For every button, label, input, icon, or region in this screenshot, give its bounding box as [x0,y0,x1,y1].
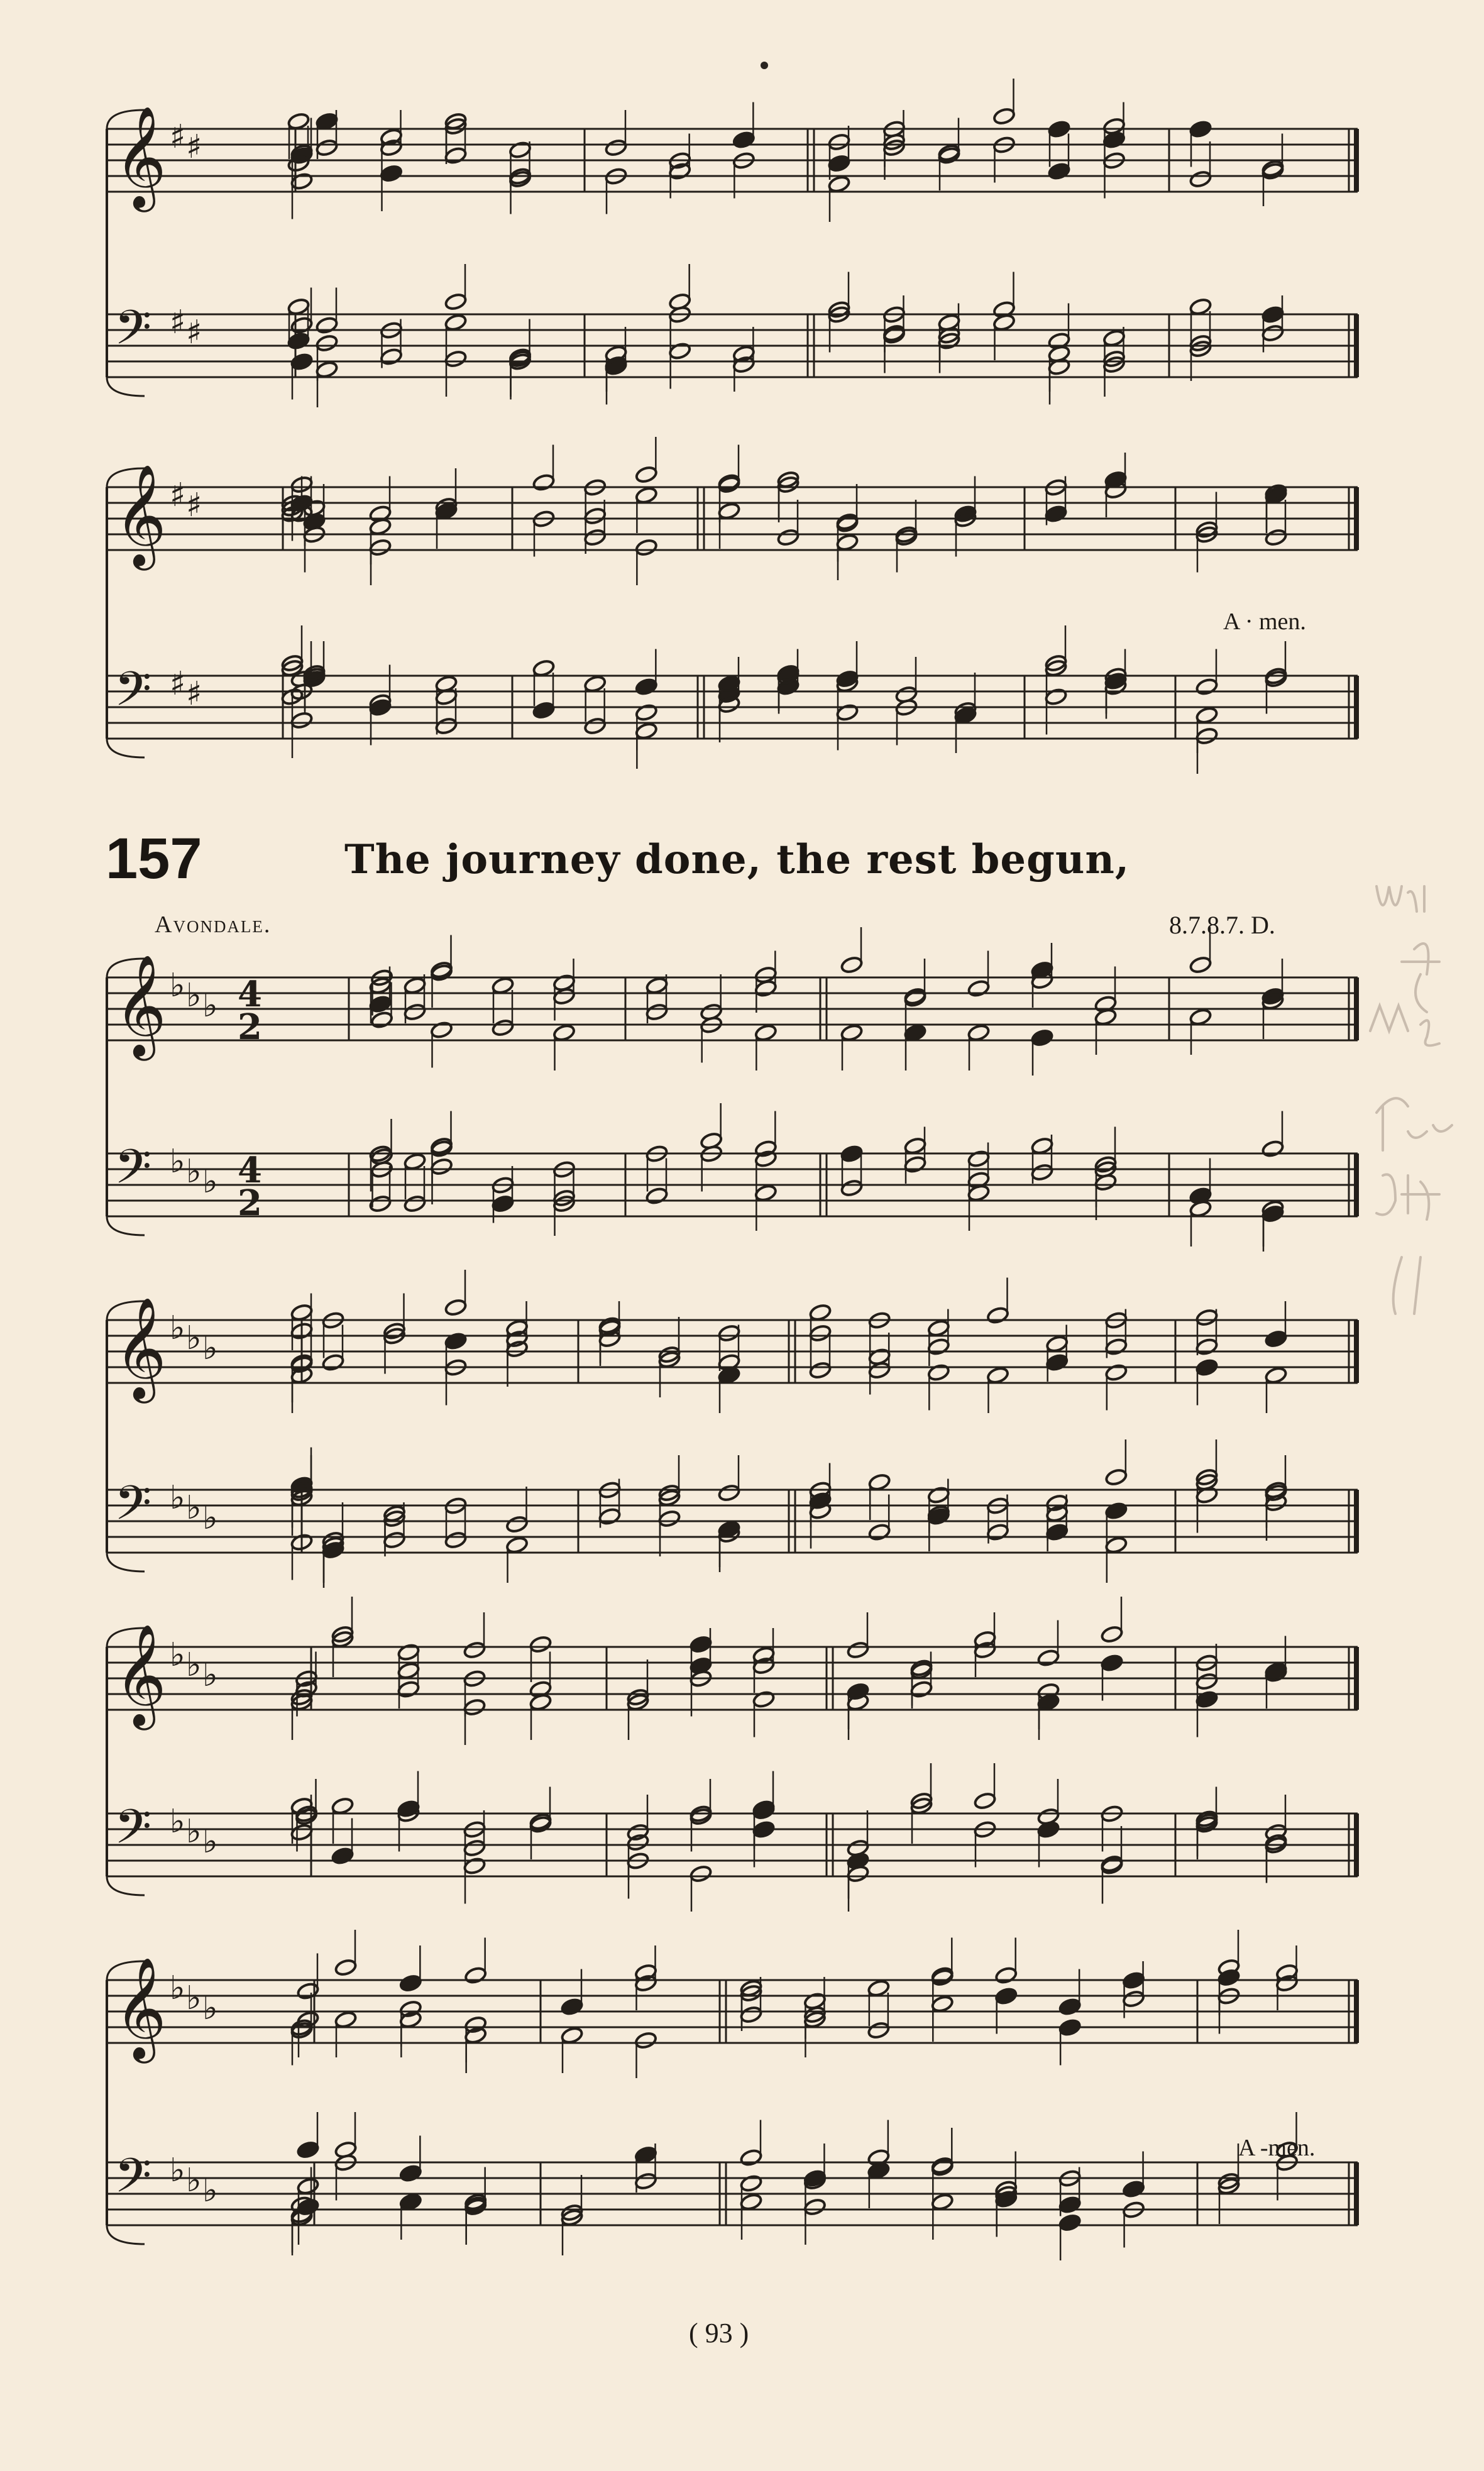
notehead [718,1324,741,1343]
treble-clef-icon: 𝄞 [114,464,167,566]
time-signature: 4 [238,1150,262,1191]
notehead [492,976,515,995]
notehead [634,2031,657,2050]
notehead [1104,1502,1128,1521]
flat-icon: ♭ [202,987,218,1025]
notehead [754,1023,778,1042]
notehead [690,1635,713,1654]
notehead [910,1680,933,1699]
notehead [297,2010,320,2029]
notehead [316,112,339,131]
notehead [1265,528,1288,547]
flat-icon: ♭ [186,1153,202,1191]
notehead [992,107,1016,126]
notehead [828,154,851,173]
notehead [836,703,859,722]
notehead [740,2005,763,2024]
notehead [1195,1690,1219,1709]
notehead [561,2026,584,2045]
notehead [931,2193,954,2211]
notehead [1189,120,1212,139]
flat-icon: ♭ [170,1636,185,1674]
notehead [974,1791,997,1810]
notehead [904,1136,927,1155]
time-signature: 2 [238,1006,262,1048]
notehead [803,2198,827,2216]
notehead [369,538,392,557]
notehead [290,172,314,191]
notehead [1104,1536,1128,1555]
notehead [1058,2196,1082,2215]
hymn-number: 157 [106,827,202,891]
notehead [904,1155,927,1174]
notehead [290,1823,314,1842]
notehead [290,353,314,371]
amen-label-first: A · men. [1223,608,1306,635]
notehead [1195,1338,1219,1357]
notehead [1195,1308,1219,1327]
notehead [836,533,859,552]
notehead [1265,1366,1288,1385]
notehead [1122,2180,1145,2199]
sharp-icon: ♯ [170,476,186,514]
notehead [967,979,991,998]
notehead [1045,1353,1069,1372]
notehead [399,1974,422,1993]
notehead [444,1298,468,1317]
notehead [463,1641,486,1659]
notehead [1058,2213,1082,2232]
notehead [1195,727,1219,746]
flat-icon: ♭ [170,1143,185,1180]
notehead [1048,162,1071,181]
bracket-hook [107,377,145,396]
notehead [316,360,339,379]
notehead [986,1306,1009,1325]
bracket-hook [107,1553,145,1571]
notehead [532,701,556,720]
notehead [828,175,851,194]
notehead [444,146,468,165]
bass-clef-icon: 𝄢 [114,300,152,367]
flat-icon: ♭ [170,1309,185,1347]
notehead [552,1023,576,1042]
flat-icon: ♭ [170,1969,185,2007]
notehead [927,1363,950,1382]
notehead [331,1847,355,1866]
notehead [828,133,851,151]
notehead [297,2177,320,2196]
notehead [297,2198,320,2216]
flat-icon: ♭ [202,1163,218,1201]
flat-icon: ♭ [186,1489,202,1527]
treble-clef-icon: 𝄞 [114,954,167,1057]
notehead [399,2164,422,2183]
notehead [1189,297,1212,316]
notehead [444,292,468,311]
flat-icon: ♭ [186,1646,202,1684]
notehead [380,164,403,183]
notehead [316,334,339,353]
notehead [1189,1008,1212,1026]
notehead [492,1018,515,1037]
notehead [668,342,691,361]
amen-label-second: A -men. [1238,2135,1316,2161]
notehead [803,1992,827,2011]
notehead [1189,170,1212,189]
flat-icon: ♭ [170,1479,185,1517]
notehead [1195,1358,1219,1377]
notehead [290,316,314,335]
treble-clef-icon: 𝄞 [114,106,167,208]
notehead [370,1011,393,1030]
notehead [397,1680,420,1699]
notehead [777,528,800,547]
flat-icon: ♭ [202,1656,218,1694]
notehead [399,2193,422,2211]
notehead [904,989,927,1008]
flat-icon: ♭ [170,967,185,1004]
notehead [927,1319,950,1338]
treble-clef-icon: 𝄞 [114,1624,167,1726]
notehead [316,316,339,335]
notehead [1101,1625,1124,1644]
notehead [840,1023,864,1042]
bracket-hook [107,1216,145,1235]
notehead [1058,1998,1082,2017]
notehead [635,703,658,722]
notehead [718,502,741,520]
notehead [1195,706,1219,725]
notehead [430,1021,453,1040]
notehead [290,1303,314,1322]
notehead [1031,1163,1054,1182]
notehead [904,1023,927,1042]
notehead [1031,1028,1054,1047]
treble-clef-icon: 𝄞 [114,1957,167,2059]
notehead [809,1361,832,1380]
notehead [532,659,556,678]
notehead [836,515,859,534]
notehead [287,112,311,131]
notehead [867,1979,890,1998]
sharp-icon: ♯ [186,675,202,713]
notehead [583,717,607,735]
notehead [1189,955,1212,974]
flat-icon: ♭ [186,1979,202,2017]
notehead [583,674,607,693]
notehead [809,1324,832,1343]
notehead [1101,1857,1124,1876]
notehead [1265,1329,1288,1348]
notehead [931,1995,954,2013]
notehead [931,1968,954,1987]
notehead [1045,505,1068,524]
notehead [297,1982,320,2001]
notehead [634,2172,657,2191]
notehead [635,538,658,557]
notehead [552,974,576,993]
notehead [868,1348,891,1367]
notehead [444,349,468,368]
notehead [754,966,778,984]
notehead [444,1531,468,1549]
bracket-hook [107,1876,145,1895]
flat-icon: ♭ [186,977,202,1015]
notehead [404,1152,427,1171]
notehead [532,473,556,492]
flat-icon: ♭ [202,2172,218,2210]
notehead [740,2193,763,2211]
notehead [505,1536,529,1555]
notehead [583,528,607,547]
notehead [1104,1468,1128,1487]
sharp-icon: ♯ [170,304,186,341]
notehead [967,1150,991,1169]
notehead [444,1332,468,1351]
notehead [1102,117,1126,136]
notehead [1045,688,1068,707]
notehead [1104,1338,1128,1357]
sharp-icon: ♯ [170,118,186,156]
sharp-icon: ♯ [186,487,202,524]
notehead [1037,1649,1060,1668]
bracket-hook [107,2225,145,2244]
notehead [1101,1654,1124,1673]
notehead [444,313,468,332]
bass-clef-icon: 𝄢 [114,1799,152,1866]
flat-icon: ♭ [202,1823,218,1861]
notehead [287,332,311,351]
meter: 8.7.8.7. D. [1169,911,1275,939]
sharp-icon: ♯ [186,314,202,351]
treble-clef-icon: 𝄞 [114,1297,167,1399]
notehead [463,1839,486,1857]
notehead [1261,324,1285,343]
time-signature: 2 [238,1182,262,1224]
notehead [404,1194,427,1213]
notehead [1102,329,1126,348]
flat-icon: ♭ [186,2162,202,2199]
bass-clef-icon: 𝄢 [114,661,152,729]
notehead [1261,305,1285,324]
notehead [882,326,906,345]
notehead [1045,1335,1069,1353]
notehead [994,1966,1018,1985]
notehead [634,2145,657,2164]
notehead [646,1187,669,1206]
notehead [287,297,311,316]
notehead [404,976,427,995]
notehead [1058,2018,1082,2037]
notehead [635,486,658,505]
flat-icon: ♭ [186,1813,202,1851]
notehead [752,1690,776,1709]
notehead [847,1641,870,1659]
notehead [868,1473,891,1492]
notehead [1122,1971,1145,1990]
notehead [986,1366,1009,1385]
notehead [840,955,864,974]
notehead [752,1820,776,1839]
notehead [927,1486,950,1505]
notehead [561,1998,584,2017]
notehead [380,348,403,366]
notehead [334,1958,358,1977]
notehead [1031,1136,1054,1155]
bass-clef-icon: 𝄢 [114,1475,152,1543]
notehead [383,1531,406,1549]
notehead [463,1698,486,1717]
bass-clef-icon: 𝄢 [114,2148,152,2215]
notehead [397,1661,420,1680]
notehead [635,678,658,696]
notehead [334,2010,358,2029]
notehead [754,1184,778,1202]
notehead [430,1157,453,1176]
notehead [718,475,741,494]
notehead [732,131,756,150]
notehead [463,1857,486,1876]
notehead [1261,1140,1285,1158]
notehead [1048,120,1071,139]
notehead [868,1523,891,1542]
notehead [635,465,658,484]
notehead [404,1003,427,1021]
notehead [718,1483,741,1502]
notehead [1195,1672,1219,1691]
notehead [598,1507,622,1526]
notehead [1045,1523,1069,1542]
notehead [809,1303,832,1322]
hymn-title: The journey done, the rest begun, [344,836,1130,883]
pencil-annotation [1364,880,1477,1320]
time-signature: 4 [238,974,262,1015]
notehead [635,722,658,740]
notehead [290,711,314,730]
flat-icon: ♭ [202,1499,218,1537]
notehead [986,1523,1009,1542]
notehead [397,1643,420,1662]
flat-icon: ♭ [170,2152,185,2189]
sharp-icon: ♯ [186,128,202,166]
notehead [994,1987,1018,2006]
flat-icon: ♭ [202,1329,218,1367]
notehead [464,1966,487,1985]
notehead [967,1023,991,1042]
notehead [840,1145,864,1164]
notehead [492,1194,515,1213]
notehead [740,2149,763,2167]
bass-clef-icon: 𝄢 [114,1139,152,1206]
notehead [583,507,607,526]
notehead [508,141,532,160]
flat-icon: ♭ [186,1319,202,1357]
flat-icon: ♭ [170,1803,185,1841]
notehead [1195,678,1219,696]
notehead [605,138,628,157]
notehead [1104,1363,1128,1382]
notehead [658,1509,681,1528]
bracket-hook [107,739,145,757]
flat-icon: ♭ [202,1989,218,2027]
notehead [505,1515,529,1534]
notehead [931,2159,954,2177]
notehead [322,1353,345,1372]
notehead [690,1864,713,1883]
notehead [867,2021,890,2040]
sharp-icon: ♯ [170,665,186,703]
notehead [331,1797,355,1815]
notehead [297,2140,320,2159]
tune-name: Avondale. [155,911,272,938]
notehead [529,1635,552,1654]
notehead [435,717,458,735]
notehead [646,1003,669,1021]
notehead [840,1179,864,1197]
notehead [1122,1989,1145,2008]
notehead [646,976,669,995]
page-number: ( 93 ) [689,2318,749,2348]
notehead [927,1338,950,1357]
notehead [316,138,339,157]
notehead [740,2174,763,2193]
